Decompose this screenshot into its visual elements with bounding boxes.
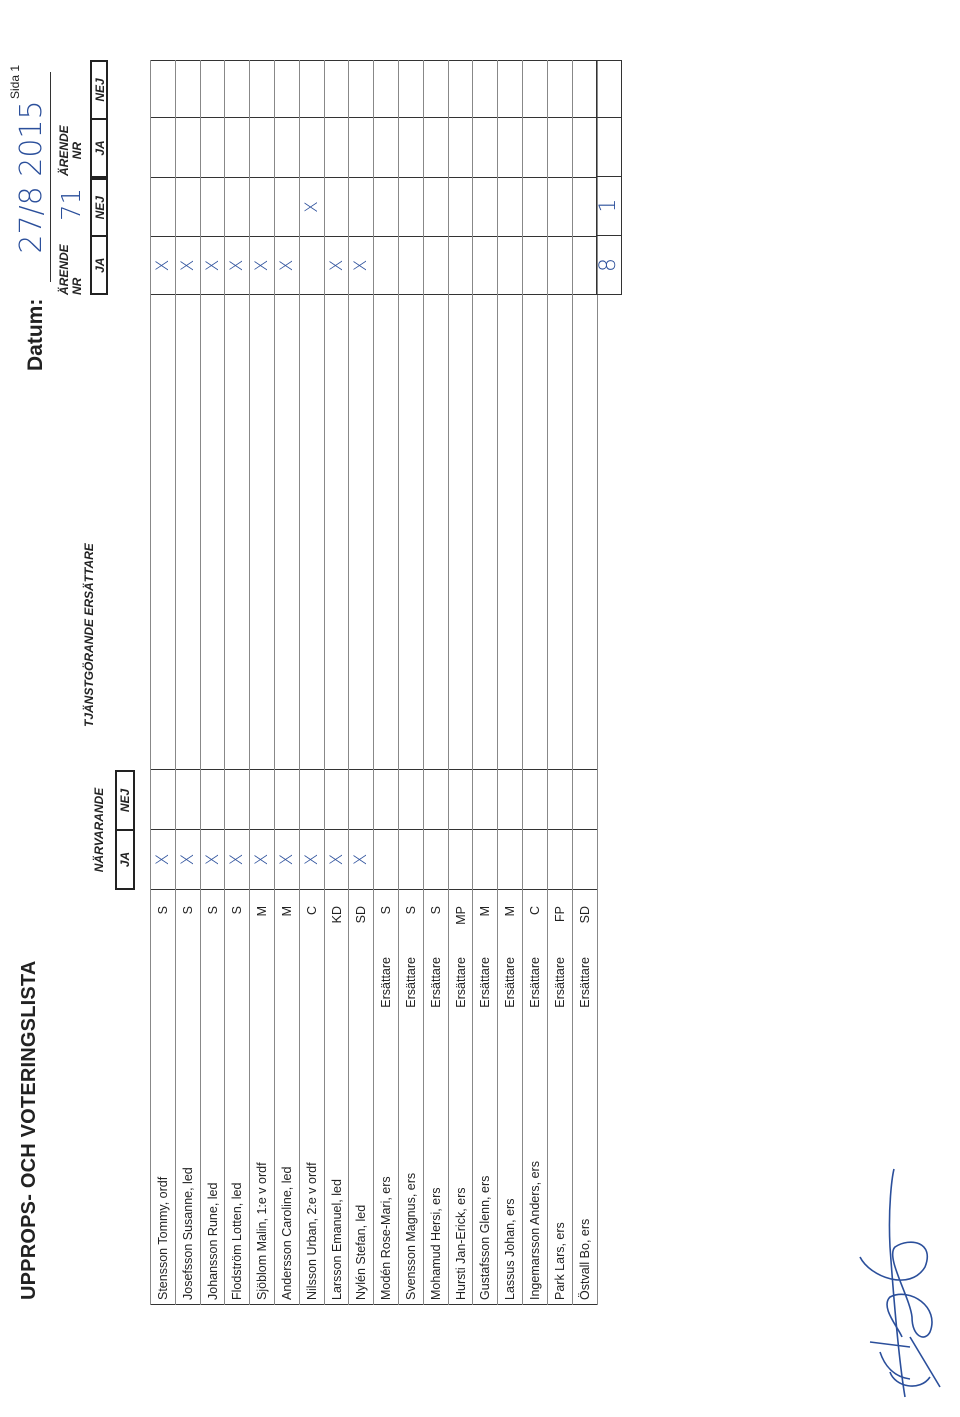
member-party: SD: [577, 906, 592, 924]
matter1-yes-cell[interactable]: [300, 237, 325, 295]
member-party: S: [379, 906, 394, 915]
present-yes-cell[interactable]: X: [325, 830, 350, 890]
present-yes-cell[interactable]: [449, 830, 474, 890]
member-party: S: [156, 906, 170, 915]
serving-substitute-cell: [300, 295, 325, 770]
matter1-nr-label: NR: [70, 277, 84, 295]
matter1-no-cell[interactable]: [225, 178, 250, 237]
member-row: [348, 60, 374, 1305]
matter2-nr-label: NR: [70, 142, 84, 160]
member-role: Ersättare: [552, 957, 567, 1008]
matter2-yes-cell[interactable]: [548, 118, 573, 178]
matter1-yes-cell[interactable]: X: [151, 237, 176, 295]
serving-substitute-cell: [374, 295, 399, 770]
matter2-no-cell[interactable]: [374, 60, 399, 118]
member-role: [349, 957, 374, 1023]
present-yes-cell[interactable]: X: [225, 830, 250, 890]
member-party: S: [205, 906, 220, 915]
member-name: Johansson Rune, led: [201, 1025, 226, 1305]
matter1-yes-cell[interactable]: X: [201, 237, 226, 295]
member-row: [324, 60, 350, 1305]
member-party: M: [503, 906, 518, 917]
matter1-yes-cell[interactable]: [424, 237, 449, 295]
total-matter1-yes: 8: [596, 258, 621, 272]
serving-substitute-cell: [473, 295, 498, 770]
present-no-cell[interactable]: [300, 770, 325, 830]
total-matter1-no: 1: [597, 176, 621, 236]
matter2-yes-cell[interactable]: [449, 118, 474, 178]
present-yes-cell[interactable]: [498, 830, 523, 890]
present-yes-cell[interactable]: [399, 830, 424, 890]
matter2-yes-cell[interactable]: [473, 118, 498, 178]
member-name: Gustafsson Glenn, ers: [473, 1025, 498, 1305]
member-name: Nylén Stefan, led: [349, 1025, 374, 1305]
serving-substitutes-header: TJÄNSTGÖRANDE ERSÄTTARE: [82, 543, 96, 727]
matter2-no-cell[interactable]: [548, 60, 573, 118]
matter1-no-cell[interactable]: [374, 178, 399, 237]
matter1-label: ÄRENDE: [57, 244, 71, 295]
matter1-yes-cell[interactable]: [523, 237, 548, 295]
matter2-no-cell[interactable]: [325, 60, 350, 118]
matter2-yes-cell[interactable]: [300, 118, 325, 178]
matter2-no-cell[interactable]: [225, 60, 250, 118]
matter1-yes-cell[interactable]: [473, 237, 498, 295]
present-header: NÄRVARANDE: [92, 787, 106, 873]
matter2-no-cell[interactable]: [449, 60, 474, 118]
matter1-no-cell[interactable]: [424, 178, 449, 237]
present-yes-cell[interactable]: X: [176, 830, 201, 890]
member-role: Ersättare: [453, 957, 468, 1008]
member-row: [497, 60, 523, 1305]
member-name: Flodström Lotten, led: [225, 1025, 250, 1305]
member-name: Ingemarsson Anders, ers: [523, 1025, 548, 1305]
present-no-cell[interactable]: [325, 770, 350, 830]
matter2-yes-cell[interactable]: [176, 118, 201, 178]
matter1-no-cell[interactable]: [573, 178, 598, 237]
member-name: Larsson Emanuel, led: [325, 1025, 350, 1305]
present-no-cell[interactable]: [449, 770, 474, 830]
serving-substitute-cell: [498, 295, 523, 770]
matter2-no-cell[interactable]: [300, 60, 325, 118]
present-yes-cell[interactable]: X: [151, 830, 176, 890]
present-yes-cell[interactable]: X: [349, 830, 374, 890]
matter2-header: [58, 125, 84, 176]
member-row: [299, 60, 325, 1305]
present-no-cell[interactable]: [399, 770, 424, 830]
present-yes-cell[interactable]: X: [250, 830, 275, 890]
member-row: [224, 60, 250, 1305]
matter2-no-cell[interactable]: [275, 60, 300, 118]
member-party: S: [428, 906, 443, 915]
matter1-no-cell[interactable]: [548, 178, 573, 237]
page-number: Sida 1: [8, 64, 22, 99]
present-yes-cell[interactable]: X: [300, 830, 325, 890]
member-party: S: [404, 906, 418, 915]
serving-substitute-cell: [548, 295, 573, 770]
matter1-no-cell[interactable]: [151, 178, 176, 237]
member-role: [250, 957, 275, 1023]
present-no-cell[interactable]: [176, 770, 201, 830]
matter2-yes-cell[interactable]: [225, 118, 250, 178]
present-yes-cell[interactable]: [573, 830, 598, 890]
date-value: 27/8 2015: [14, 72, 51, 282]
member-row: [398, 60, 424, 1305]
matter2-no-cell[interactable]: [151, 60, 176, 118]
member-row: [472, 60, 498, 1305]
member-party: C: [528, 906, 542, 916]
member-name: Nilsson Urban, 2:e v ordf: [300, 1025, 325, 1305]
member-row: [200, 60, 226, 1305]
matter1-no-cell[interactable]: X: [300, 178, 325, 237]
matter1-no-cell[interactable]: [449, 178, 474, 237]
member-party: C: [304, 906, 319, 916]
member-name: Östvall Bo, ers: [573, 1025, 598, 1305]
member-role: Ersättare: [528, 957, 542, 1008]
member-name: Park Lars, ers: [548, 1025, 573, 1305]
present-no-cell[interactable]: [498, 770, 523, 830]
matter2-yes-cell[interactable]: [424, 118, 449, 178]
member-party: FP: [552, 906, 567, 922]
serving-substitute-cell: [176, 295, 201, 770]
serving-substitute-cell: [573, 295, 598, 770]
matter2-no-label: NEJ: [92, 62, 106, 120]
serving-substitute-cell: [225, 295, 250, 770]
member-role: Ersättare: [404, 957, 418, 1008]
matter2-no-cell[interactable]: [201, 60, 226, 118]
matter2-yes-cell[interactable]: [523, 118, 548, 178]
matter1-no-cell[interactable]: [399, 178, 424, 237]
present-yes-cell[interactable]: [374, 830, 399, 890]
present-no-cell[interactable]: [374, 770, 399, 830]
member-party: S: [180, 906, 195, 915]
matter1-no-cell[interactable]: [250, 178, 275, 237]
member-name: Lassus Johan, ers: [498, 1025, 523, 1305]
member-name: Sjöblom Malin, 1:e v ordf: [250, 1025, 275, 1305]
matter1-header: [58, 244, 84, 295]
serving-substitute-cell: [275, 295, 300, 770]
matter2-yes-cell[interactable]: [349, 118, 374, 178]
matter1-yes-cell[interactable]: X: [349, 237, 374, 295]
matter2-yes-cell[interactable]: [275, 118, 300, 178]
matter1-yes-cell[interactable]: [548, 237, 573, 295]
serving-substitute-cell: [399, 295, 424, 770]
matter2-no-cell[interactable]: [498, 60, 523, 118]
matter2-yes-cell[interactable]: [399, 118, 424, 178]
matter1-yes-label: JA: [93, 257, 107, 273]
member-role: Ersättare: [577, 957, 592, 1008]
member-name: Stensson Tommy, ordf: [151, 1025, 176, 1305]
member-party: M: [255, 906, 270, 917]
serving-substitute-cell: [250, 295, 275, 770]
matter1-no-cell[interactable]: [473, 178, 498, 237]
serving-substitute-cell: [523, 295, 548, 770]
member-row: [423, 60, 449, 1305]
present-yes-cell[interactable]: [523, 830, 548, 890]
matter2-yes-cell[interactable]: [201, 118, 226, 178]
matter1-yes-cell[interactable]: X: [225, 237, 250, 295]
present-no-cell[interactable]: [225, 770, 250, 830]
matter2-no-cell[interactable]: [176, 60, 201, 118]
present-yes-cell[interactable]: X: [275, 830, 300, 890]
member-role: Ersättare: [478, 957, 493, 1008]
present-no-cell[interactable]: [573, 770, 598, 830]
matter1-yes-cell[interactable]: X: [250, 237, 275, 295]
present-no-cell[interactable]: [151, 770, 176, 830]
totals-row: [596, 60, 622, 295]
matter1-yes-cell[interactable]: [374, 237, 399, 295]
matter2-yes-cell[interactable]: [374, 118, 399, 178]
matter1-no-cell[interactable]: [349, 178, 374, 237]
present-no-cell[interactable]: [548, 770, 573, 830]
matter1-yes-no-header: [90, 178, 108, 295]
present-yes-cell[interactable]: [548, 830, 573, 890]
present-yes-cell[interactable]: [424, 830, 449, 890]
matter1-number: 71: [57, 187, 87, 221]
date-label: Datum:: [24, 298, 47, 371]
matter1-yes-cell[interactable]: X: [275, 237, 300, 295]
matter1-no-cell[interactable]: [176, 178, 201, 237]
matter1-no-label: NEJ: [92, 180, 106, 238]
member-party: MP: [453, 906, 468, 925]
serving-substitute-cell: [325, 295, 350, 770]
member-role: Ersättare: [503, 957, 518, 1008]
present-yes-cell[interactable]: X: [201, 830, 226, 890]
present-no-cell[interactable]: [201, 770, 226, 830]
member-name: Mohamud Hersi, ers: [424, 1025, 449, 1305]
member-role: Ersättare: [428, 957, 443, 1008]
present-no-cell[interactable]: [523, 770, 548, 830]
member-name: Josefsson Susanne, led: [176, 1025, 201, 1305]
present-no-cell[interactable]: [473, 770, 498, 830]
present-no-cell[interactable]: [424, 770, 449, 830]
matter1-no-cell[interactable]: [275, 178, 300, 237]
member-role: [176, 957, 201, 1023]
matter2-no-cell[interactable]: [473, 60, 498, 118]
matter1-yes-cell[interactable]: X: [176, 237, 201, 295]
matter2-no-cell[interactable]: [399, 60, 424, 118]
member-role: [300, 957, 325, 1023]
member-row: [373, 60, 399, 1305]
matter1-no-cell[interactable]: [523, 178, 548, 237]
present-no-cell[interactable]: [275, 770, 300, 830]
member-row: [547, 60, 573, 1305]
member-party: SD: [354, 906, 369, 924]
matter1-yes-cell[interactable]: X: [325, 237, 350, 295]
matter2-label: ÄRENDE: [57, 125, 71, 176]
present-yes-no-header: [115, 770, 135, 890]
member-name: Hursti Jan-Erick, ers: [449, 1025, 474, 1305]
serving-substitute-cell: [349, 295, 374, 770]
member-role: [151, 957, 176, 1023]
serving-substitute-cell: [424, 295, 449, 770]
member-role: [201, 957, 226, 1023]
member-role: [225, 957, 250, 1023]
matter1-no-cell[interactable]: [498, 178, 523, 237]
matter1-yes-cell[interactable]: [399, 237, 424, 295]
member-name: Modén Rose-Mari, ers: [374, 1025, 399, 1305]
member-name: Svensson Magnus, ers: [399, 1025, 424, 1305]
member-party: S: [230, 906, 245, 915]
matter1-yes-cell[interactable]: [449, 237, 474, 295]
matter2-yes-cell[interactable]: [151, 118, 176, 178]
member-row: [249, 60, 275, 1305]
matter2-yes-cell[interactable]: [250, 118, 275, 178]
matter2-no-cell[interactable]: [424, 60, 449, 118]
matter2-yes-cell[interactable]: [498, 118, 523, 178]
matter1-no-cell[interactable]: [325, 178, 350, 237]
matter2-no-cell[interactable]: [573, 60, 598, 118]
present-yes-label: JA: [118, 851, 132, 868]
serving-substitute-cell: [151, 295, 176, 770]
member-role: [325, 957, 350, 1023]
matter2-no-cell[interactable]: [250, 60, 275, 118]
member-row: [572, 60, 599, 1305]
member-row: [448, 60, 474, 1305]
document-title: UPPROPS- OCH VOTERINGSLISTA: [18, 960, 40, 1300]
serving-substitute-cell: [449, 295, 474, 770]
present-yes-cell[interactable]: [473, 830, 498, 890]
member-party: M: [478, 906, 493, 917]
member-party: KD: [329, 906, 344, 924]
present-no-cell[interactable]: [250, 770, 275, 830]
member-row: [175, 60, 201, 1305]
member-party: M: [280, 906, 294, 917]
member-row: [274, 60, 300, 1305]
matter1-yes-cell[interactable]: [573, 237, 598, 295]
member-row: [522, 60, 548, 1305]
matter2-yes-no-header: [90, 60, 108, 178]
present-no-cell[interactable]: [349, 770, 374, 830]
matter1-yes-cell[interactable]: [498, 237, 523, 295]
matter2-no-cell[interactable]: [523, 60, 548, 118]
member-row: [150, 60, 176, 1305]
matter2-yes-cell[interactable]: [573, 118, 598, 178]
matter2-yes-cell[interactable]: [325, 118, 350, 178]
present-no-label: NEJ: [117, 772, 133, 831]
signature: [850, 1157, 955, 1407]
matter2-yes-label: JA: [93, 140, 107, 156]
matter2-no-cell[interactable]: [349, 60, 374, 118]
matter1-no-cell[interactable]: [201, 178, 226, 237]
member-name: Andersson Caroline, led: [275, 1025, 300, 1305]
serving-substitute-cell: [201, 295, 226, 770]
member-role: [275, 957, 300, 1023]
member-role: Ersättare: [379, 957, 394, 1008]
